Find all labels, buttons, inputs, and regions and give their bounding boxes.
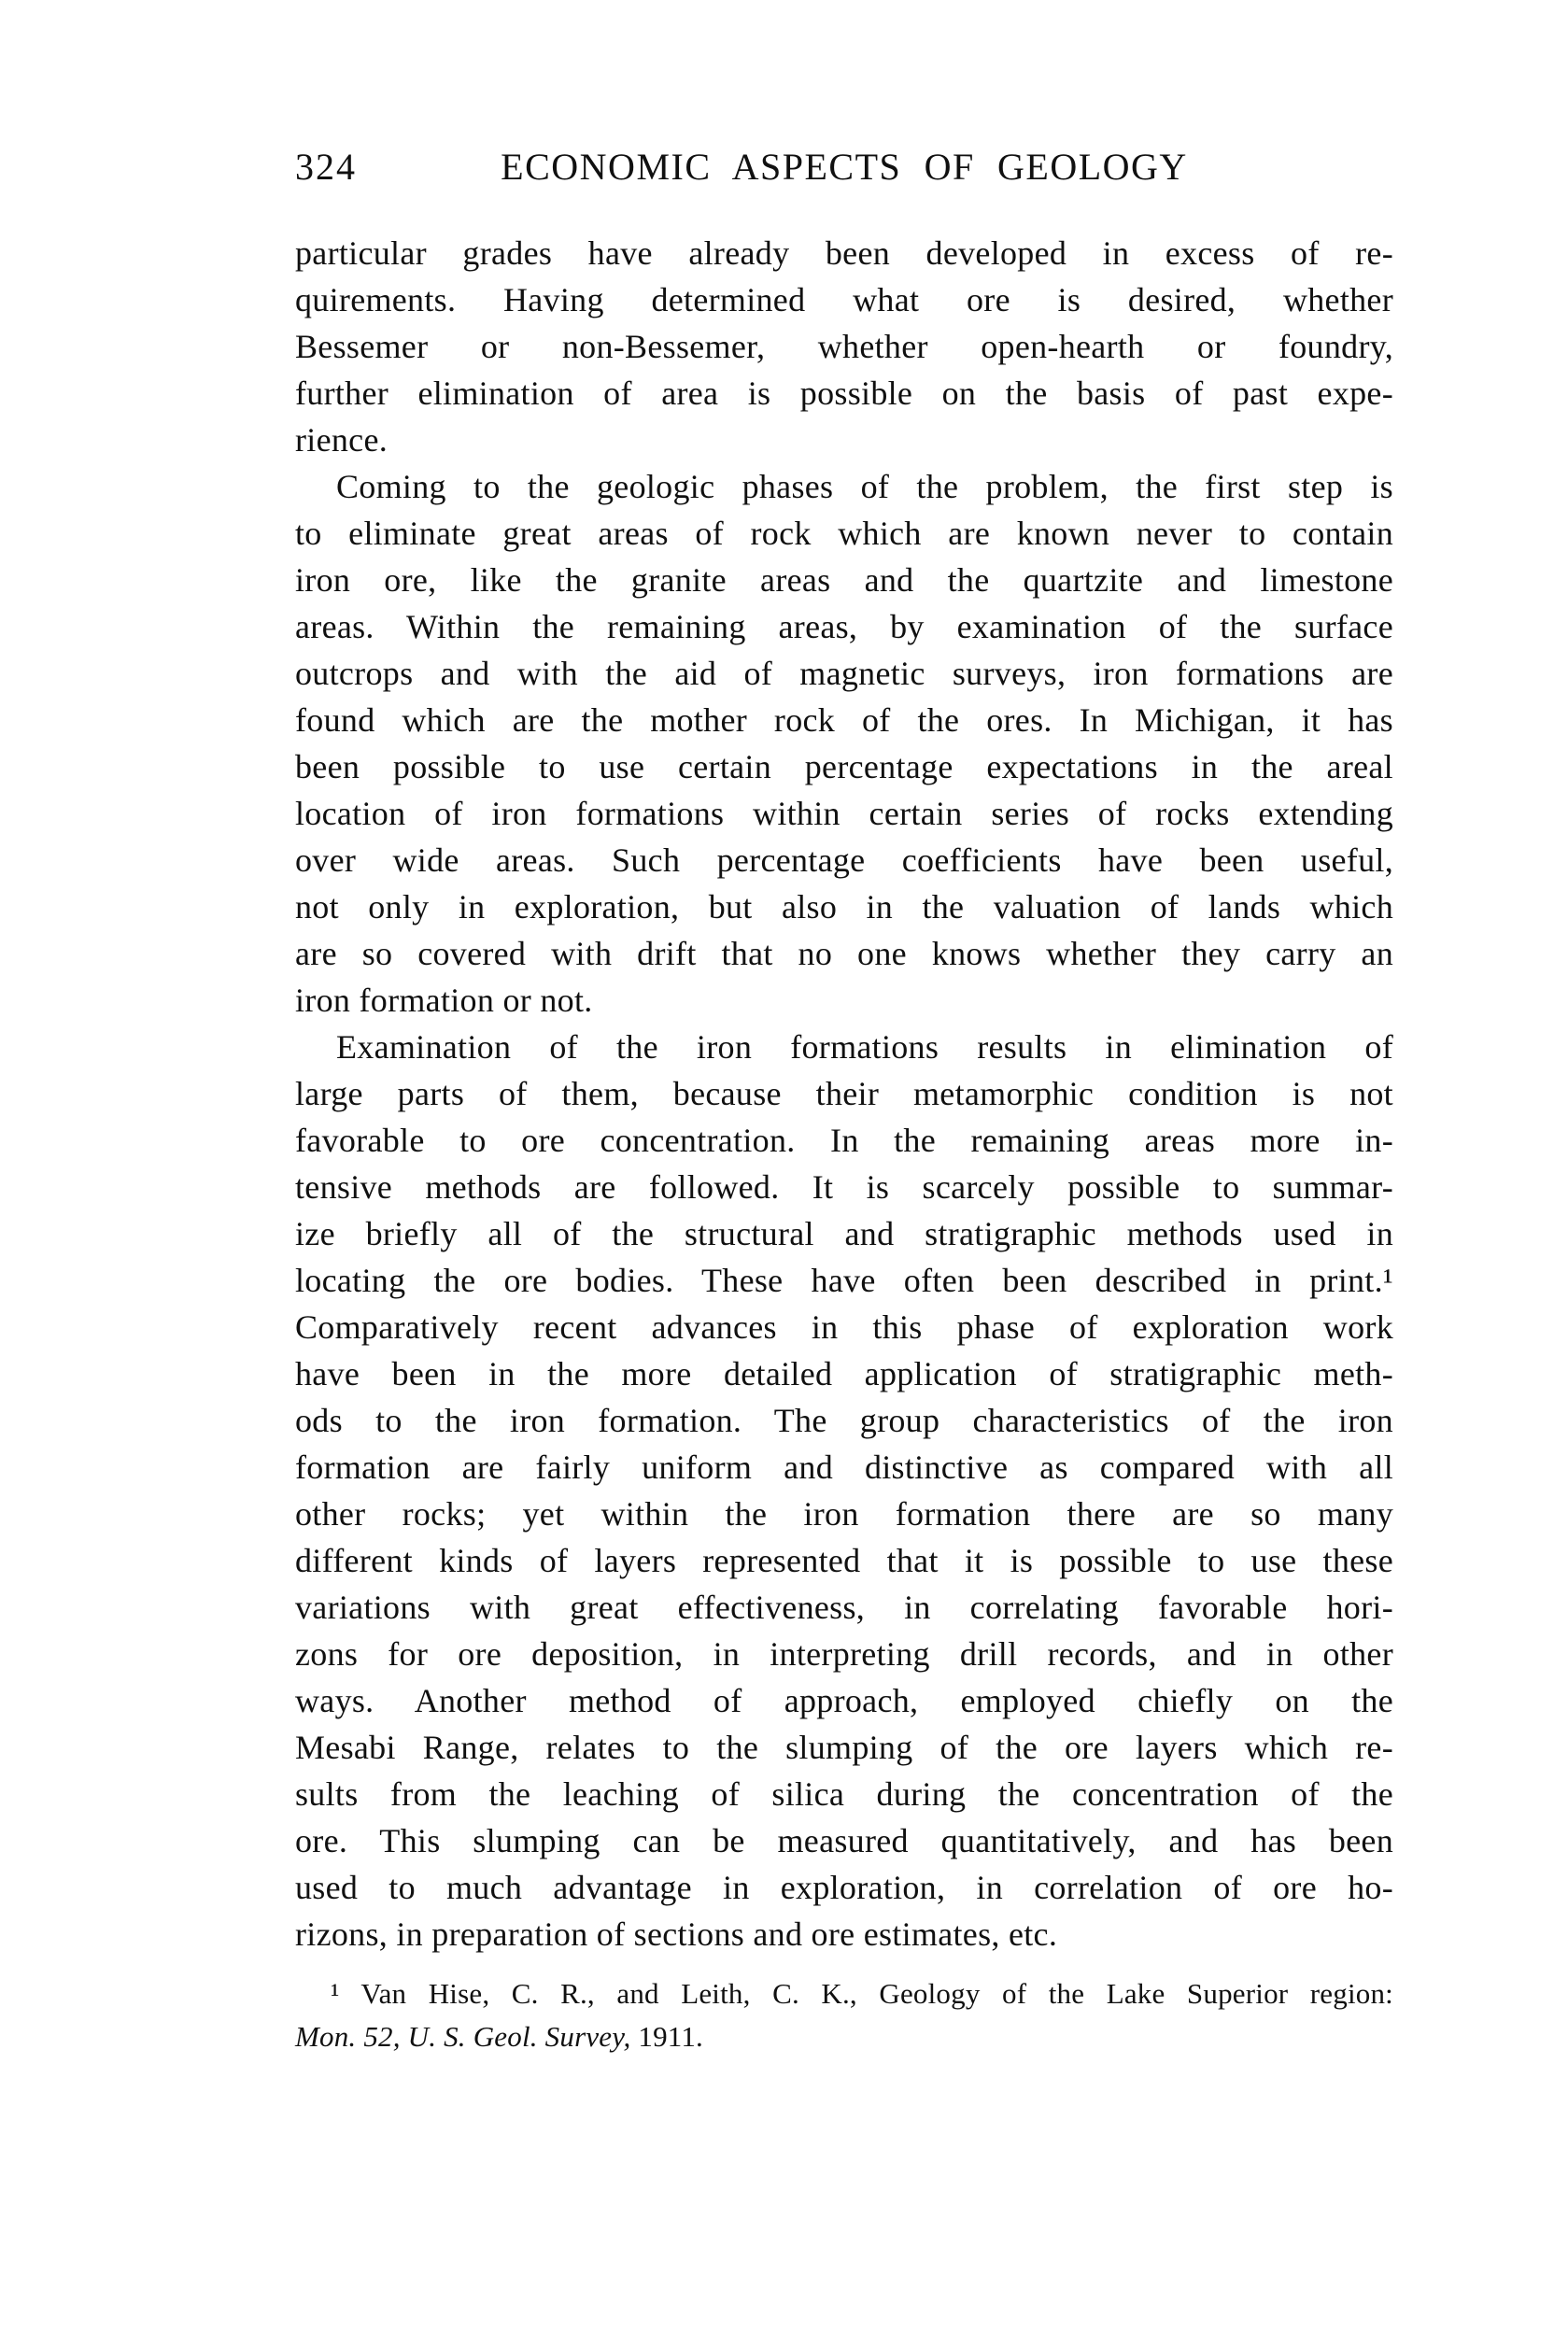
body-text bbox=[295, 230, 1393, 1957]
text-line: Coming to the geologic phases of the problem, the first step is bbox=[336, 468, 1393, 505]
text-line: ways. Another method of approach, employed chiefly on the bbox=[295, 1682, 1393, 1719]
text-line: have been in the more detailed application of stratigraphic meth- bbox=[295, 1355, 1393, 1392]
text-line: sults from the leaching of silica during the concentration of the bbox=[295, 1775, 1393, 1813]
text-line: ods to the iron formation. The group characteristics of the iron bbox=[295, 1402, 1393, 1439]
text-line: been possible to use certain percentage expectations in the areal bbox=[295, 748, 1393, 785]
text-line: different kinds of layers represented that it is possible to use these bbox=[295, 1542, 1393, 1579]
text-line: iron ore, like the granite areas and the quartzite and limestone bbox=[295, 561, 1393, 599]
page-header bbox=[295, 146, 1393, 189]
text-line: rience. bbox=[295, 421, 388, 459]
text-line: tensive methods are followed. It is scarcely possible to summar- bbox=[295, 1168, 1393, 1206]
text-line: large parts of them, because their metamorphic condition is not bbox=[295, 1075, 1393, 1112]
text-line: quirements. Having determined what ore is desired, whether bbox=[295, 281, 1393, 318]
text-line: Mesabi Range, relates to the slumping of the ore layers which re- bbox=[295, 1729, 1393, 1766]
text-line: further elimination of area is possible on the basis of past expe- bbox=[295, 375, 1393, 412]
text-line: particular grades have already been developed in excess of re- bbox=[295, 234, 1393, 272]
footnote-text: ¹ Van Hise, C. R., and Leith, C. K., Geology of the Lake Superior region: bbox=[331, 1977, 1393, 2010]
footnote-citation-italic: Mon. 52, U. S. Geol. Survey, bbox=[295, 2020, 631, 2053]
text-line: ize briefly all of the structural and stratigraphic methods used in bbox=[295, 1215, 1393, 1252]
text-line: favorable to ore concentration. In the remaining areas more in- bbox=[295, 1122, 1393, 1159]
text-line: over wide areas. Such percentage coefficients have been useful, bbox=[295, 841, 1393, 879]
text-line: areas. Within the remaining areas, by examination of the surface bbox=[295, 608, 1393, 645]
text-line: to eliminate great areas of rock which are known never to contain bbox=[295, 515, 1393, 552]
text-line: rizons, in preparation of sections and ore estimates, etc. bbox=[295, 1915, 1058, 1953]
footnote-text: 1911. bbox=[630, 2020, 704, 2053]
text-line: outcrops and with the aid of magnetic surveys, iron formations are bbox=[295, 655, 1393, 692]
text-line: Comparatively recent advances in this phase of exploration work bbox=[295, 1308, 1393, 1346]
footnote-line bbox=[295, 1972, 1393, 2015]
text-line: Bessemer or non-Bessemer, whether open-hearth or foundry, bbox=[295, 328, 1393, 365]
text-line: Examination of the iron formations results in elimination of bbox=[336, 1028, 1393, 1066]
text-line: zons for ore deposition, in interpreting drill records, and in other bbox=[295, 1635, 1393, 1673]
text-line: formation are fairly uniform and distinctive as compared with all bbox=[295, 1449, 1393, 1486]
footnote-line bbox=[295, 2015, 1393, 2058]
text-line: locating the ore bodies. These have often been described in print.¹ bbox=[295, 1262, 1393, 1299]
text-line: variations with great effectiveness, in correlating favorable hori- bbox=[295, 1589, 1393, 1626]
text-line: found which are the mother rock of the ores. In Michigan, it has bbox=[295, 701, 1393, 739]
text-line: iron formation or not. bbox=[295, 982, 593, 1019]
text-line: not only in exploration, but also in the valuation of lands which bbox=[295, 888, 1393, 926]
text-line: other rocks; yet within the iron formation there are so many bbox=[295, 1495, 1393, 1533]
page-number: 324 bbox=[295, 146, 357, 188]
text-line: location of iron formations within certain series of rocks extending bbox=[295, 795, 1393, 832]
text-line: ore. This slumping can be measured quantitatively, and has been bbox=[295, 1822, 1393, 1859]
footnote bbox=[295, 1972, 1393, 2058]
text-line: used to much advantage in exploration, in correlation of ore ho- bbox=[295, 1869, 1393, 1906]
text-column bbox=[295, 146, 1393, 2058]
running-title: ECONOMIC ASPECTS OF GEOLOGY bbox=[501, 146, 1188, 188]
text-line: are so covered with drift that no one knows whether they carry an bbox=[295, 935, 1393, 972]
